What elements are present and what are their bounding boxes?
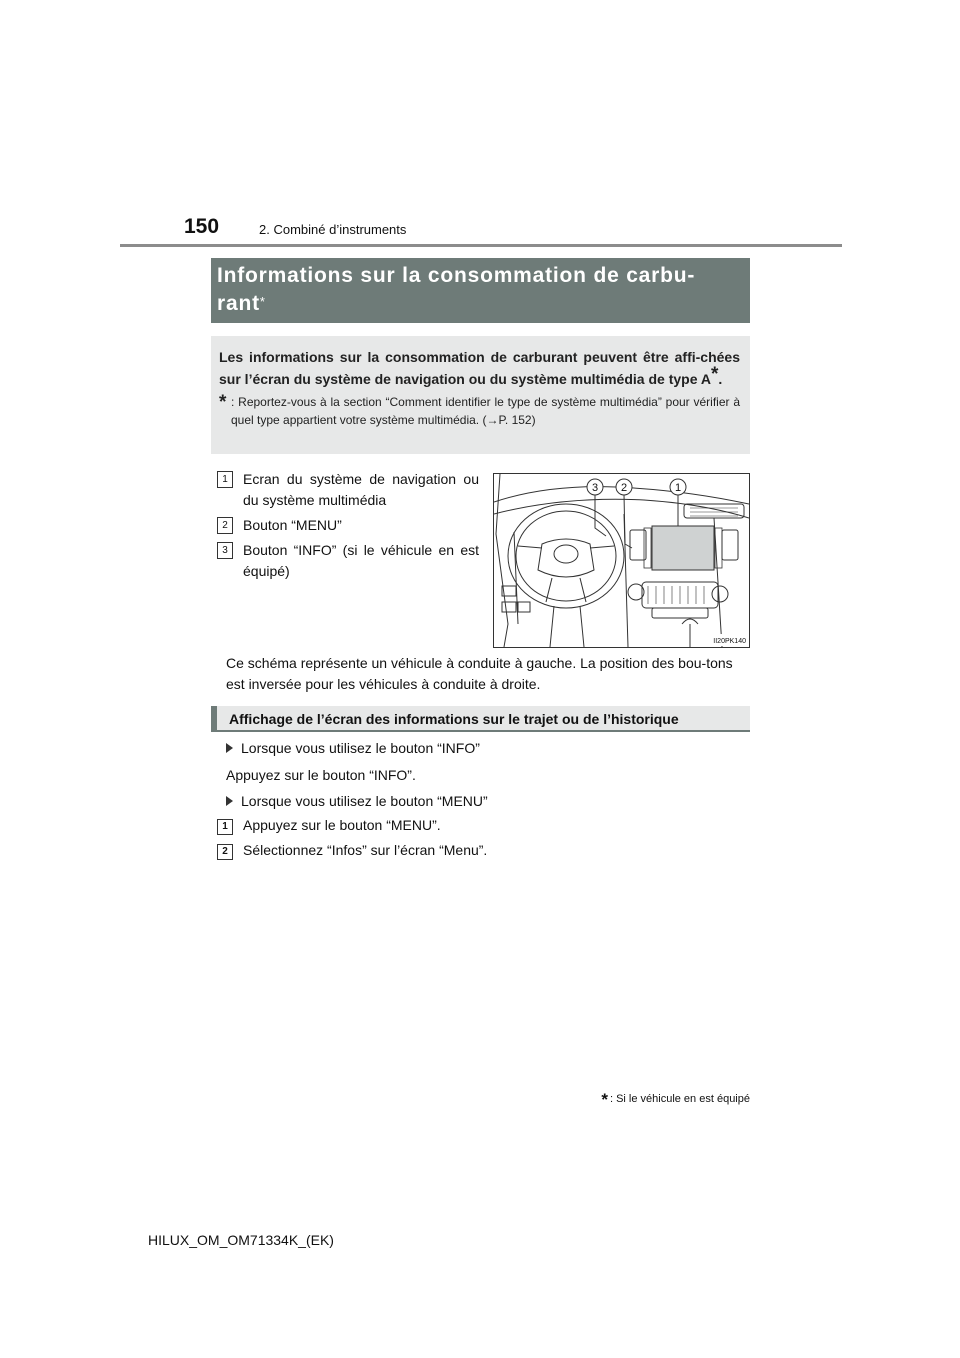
illustration-callout-3: 3 xyxy=(591,482,599,494)
section-title-line2: rant xyxy=(217,292,260,315)
dashboard-drawing xyxy=(494,474,749,647)
step-text: Sélectionnez “Infos” sur l’écran “Menu”. xyxy=(243,842,488,858)
callout-number: 2 xyxy=(217,517,233,534)
page-footnote xyxy=(550,1087,750,1107)
illustration-callout-1: 1 xyxy=(674,482,682,494)
optional-equipment-mark: * xyxy=(259,294,266,309)
menu-case-heading: Lorsque vous utilisez le bouton “MENU” xyxy=(241,793,488,809)
page-number: 150 xyxy=(184,215,220,238)
subsection-heading: Affichage de l’écran des informations sur le trajet ou de l’historique xyxy=(211,706,750,732)
left-hand-drive-note: Ce schéma représente un véhicule à conduite à gauche. La position des bou-tons est inversée pour les véhicules à conduite à droite. xyxy=(226,655,733,692)
arrow-right-icon xyxy=(226,796,233,806)
callout-label: Bouton “INFO” (si le véhicule en est équipé) xyxy=(243,542,479,579)
step-item xyxy=(217,815,441,835)
intro-box xyxy=(211,336,750,454)
chapter-title: 2. Combiné d’instruments xyxy=(259,222,407,237)
footnote-mark: * xyxy=(219,392,227,413)
footnote-text: : Reportez-vous à la section “Comment identifier le type de système multimédia” pour vérifier à quel type appartient votre système multimédia. (→P. 152) xyxy=(231,395,740,427)
info-case-instruction: Appuyez sur le bouton “INFO”. xyxy=(226,767,416,783)
callout-label: Bouton “MENU” xyxy=(243,517,342,533)
intro-text-body: Les informations sur la consommation de carburant peuvent être affi-chées sur l’écran du système de navigation ou du système multimédia de type A xyxy=(219,349,740,387)
step-item xyxy=(217,840,487,860)
section-title xyxy=(211,258,750,323)
illustration-callout-2: 2 xyxy=(620,482,628,494)
callout-item xyxy=(217,540,479,582)
intro-text-mark: * xyxy=(710,364,719,385)
callout-item xyxy=(217,515,479,536)
info-case-heading: Lorsque vous utilisez le bouton “INFO” xyxy=(241,740,480,756)
dashboard-illustration xyxy=(493,473,750,648)
step-text: Appuyez sur le bouton “MENU”. xyxy=(243,817,441,833)
document-id: HILUX_OM_OM71334K_(EK) xyxy=(148,1232,334,1248)
callout-item xyxy=(217,469,479,511)
callout-number: 3 xyxy=(217,542,233,559)
step-number: 1 xyxy=(217,819,233,835)
section-title-line1: Informations sur la consommation de carbu- xyxy=(217,264,696,287)
callout-label: Ecran du système de navigation ou du système multimédia xyxy=(243,471,479,508)
illustration-code: II20PK140 xyxy=(713,638,746,645)
page-footnote-mark: * xyxy=(601,1090,608,1109)
intro-text-end: . xyxy=(718,371,723,387)
page-footnote-text: : Si le véhicule en est équipé xyxy=(609,1093,750,1105)
info-button-case xyxy=(226,738,480,758)
menu-button-case xyxy=(226,791,488,811)
step-number: 2 xyxy=(217,844,233,860)
header-divider xyxy=(120,244,842,247)
arrow-right-icon xyxy=(226,743,233,753)
callout-number: 1 xyxy=(217,471,233,488)
intro-text xyxy=(219,346,740,390)
intro-footnote xyxy=(219,393,740,429)
